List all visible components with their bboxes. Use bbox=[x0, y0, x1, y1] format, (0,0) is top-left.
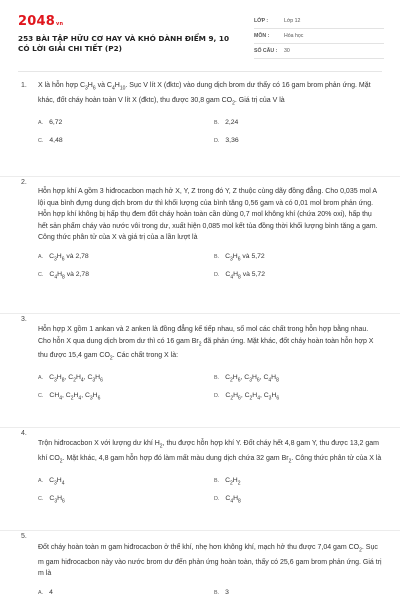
question-block bbox=[0, 314, 400, 428]
option-text: $C_3H_6$ bbox=[49, 494, 65, 505]
option-letter: C. bbox=[38, 495, 44, 502]
answer-options bbox=[38, 475, 382, 511]
meta-class-label: LỚP : bbox=[254, 18, 269, 24]
option-text: $C_2H_6$, $C_3H_6$, $C_4H_8$ bbox=[225, 374, 279, 384]
answer-option[interactable] bbox=[214, 251, 364, 269]
option-text: 6,72 bbox=[49, 118, 63, 126]
option-letter: B. bbox=[214, 589, 220, 596]
question-list bbox=[0, 80, 400, 600]
option-text: $C_4H_8$ bbox=[225, 494, 241, 505]
page-title: 253 BÀI TẬP HỮU CƠ HAY VÀ KHÓ DÀNH ĐIỂM 9, 10 CÓ LỜI GIẢI CHI TIẾT (P2) bbox=[18, 34, 230, 53]
question-number: 3. bbox=[21, 316, 27, 323]
question-text: Đốt cháy hoàn toàn m gam hiđrocacbon ở thể khí, nhẹ hơn không khí, mạch hở thu được 7,04 gam $CO_2$. Sục m gam hiđrocacbon này vào nước brom dư đến phản ứng hoàn toàn, thấy có 25,6 gam brom phản ứng. Giá trị m là bbox=[38, 544, 382, 578]
option-text: $C_2H_6$, $C_2H_4$, $C_3H_6$ bbox=[225, 392, 280, 402]
option-letter: C. bbox=[38, 271, 44, 278]
question-block bbox=[0, 80, 400, 177]
option-letter: B. bbox=[214, 477, 220, 484]
answer-options bbox=[38, 587, 382, 600]
option-text: 3,36 bbox=[225, 136, 239, 144]
answer-option[interactable] bbox=[214, 117, 364, 135]
site-logo[interactable]: 2048vn bbox=[18, 14, 64, 29]
meta-class-value: Lớp 12 bbox=[284, 18, 301, 24]
header-divider bbox=[18, 71, 382, 72]
meta-subject-label: MÔN : bbox=[254, 33, 270, 39]
question-number: 4. bbox=[21, 430, 27, 437]
meta-subject-value: Hóa học bbox=[284, 33, 304, 39]
option-text: $C_4H_8$ và 5,72 bbox=[225, 270, 265, 280]
meta-subject-row bbox=[254, 29, 384, 44]
answer-option[interactable] bbox=[38, 135, 214, 153]
question-number: 2. bbox=[21, 179, 27, 186]
question-text: X là hỗn hợp $C_3H_6$ và $C_4H_{10}$. Sục V lít X (đktc) vào dung dịch brom dư thấy có 16 gam brom phản ứng. Mặt khác, đốt cháy hoàn toàn V lít X (đktc), thu được 30,8 gam $CO_2$. Giá trị của V là bbox=[38, 82, 371, 107]
option-letter: D. bbox=[214, 271, 220, 278]
answer-option[interactable] bbox=[214, 269, 364, 287]
question-block bbox=[0, 428, 400, 531]
answer-options bbox=[38, 251, 382, 287]
answer-option[interactable] bbox=[214, 390, 364, 408]
answer-option[interactable] bbox=[38, 117, 214, 135]
answer-option[interactable] bbox=[214, 493, 364, 511]
answer-option[interactable] bbox=[214, 475, 364, 493]
answer-option[interactable] bbox=[38, 372, 214, 390]
option-letter: A. bbox=[38, 375, 44, 382]
answer-options bbox=[38, 372, 382, 408]
option-letter: C. bbox=[38, 137, 44, 144]
option-text: $C_3H_4$ bbox=[49, 476, 65, 487]
answer-option[interactable] bbox=[38, 587, 214, 600]
option-letter: C. bbox=[38, 393, 44, 400]
header bbox=[0, 0, 400, 66]
option-letter: A. bbox=[38, 589, 44, 596]
question-text: Trộn hiđrocacbon X với lượng dư khí $H_2$, thu được hỗn hợp khí Y. Đốt cháy hết 4,8 gam Y, thu được 13,2 gam khí $CO_2$. Mặt khác, 4,8 gam hỗn hợp đó làm mất màu dung dịch chứa 32 gam $Br_2$. Công thức phân tử của X là bbox=[38, 440, 382, 465]
question-text: Hỗn hợp khí A gồm 3 hiđrocacbon mạch hở X, Y, Z trong đó Y, Z thuộc cùng dãy đồng đẳng. Cho 0,035 mol A lội qua bình đựng dung dịch brom dư thì khối lượng của bình tăng 0,56 gam và có 0,01 mol brom phản ứng. Hỗn hợp khí không bị hấp thụ đem đốt cháy hoàn toàn cần dùng 0,7 mol không khí (chứa 20% oxi), hấp thụ hết sản phẩm cháy vào nước vôi trong dư, xuất hiện 0,085 mol kết tủa đồng thời khối lượng bình tăng a gam. Công thức phân tử của X và giá trị của a lần lượt là bbox=[38, 188, 378, 241]
answer-option[interactable] bbox=[38, 493, 214, 511]
option-text: $CH_4$, $C_2H_4$, $C_3H_6$ bbox=[49, 392, 101, 402]
question-block bbox=[0, 177, 400, 314]
option-text: $C_3H_6$ và 5,72 bbox=[225, 252, 265, 262]
option-text: 4 bbox=[49, 588, 53, 596]
answer-option[interactable] bbox=[214, 135, 364, 153]
question-text: Hỗn hợp X gồm 1 ankan và 2 anken là đồng đẳng kế tiếp nhau, số mol các chất trong hỗn hợp bằng nhau. Cho hỗn X qua dung dịch brom dư thì có 16 gam $Br_2$ đã phản ứng. Mặt khác, đốt cháy hoàn toàn hỗn hợp X thu được 15,4 gam $CO_2$. Các chất trong X là: bbox=[38, 326, 374, 362]
meta-class-row bbox=[254, 14, 384, 29]
answer-option[interactable] bbox=[38, 251, 214, 269]
answer-option[interactable] bbox=[38, 475, 214, 493]
meta-count-row bbox=[254, 44, 384, 59]
answer-option[interactable] bbox=[38, 269, 214, 287]
option-letter: B. bbox=[214, 375, 220, 382]
meta-count-value: 30 bbox=[284, 48, 290, 54]
question-number: 5. bbox=[21, 533, 27, 540]
answer-option[interactable] bbox=[214, 587, 364, 600]
option-letter: D. bbox=[214, 137, 220, 144]
question-block bbox=[0, 531, 400, 600]
option-text: $C_2H_2$ bbox=[225, 476, 241, 487]
option-letter: A. bbox=[38, 477, 44, 484]
question-number: 1. bbox=[21, 82, 27, 89]
option-text: 2,24 bbox=[225, 118, 239, 126]
answer-options bbox=[38, 117, 382, 153]
meta-count-label: SỐ CÂU : bbox=[254, 48, 278, 54]
option-letter: A. bbox=[38, 119, 44, 126]
option-text: 4,48 bbox=[49, 136, 63, 144]
answer-option[interactable] bbox=[214, 372, 364, 390]
option-letter: D. bbox=[214, 393, 220, 400]
answer-option[interactable] bbox=[38, 390, 214, 408]
meta-panel bbox=[254, 14, 384, 59]
option-letter: B. bbox=[214, 119, 220, 126]
option-letter: A. bbox=[38, 253, 44, 260]
option-letter: D. bbox=[214, 495, 220, 502]
option-text: $C_3H_6$ và 2,78 bbox=[49, 252, 89, 262]
option-text: 3 bbox=[225, 588, 229, 596]
option-text: $C_4H_8$ và 2,78 bbox=[49, 270, 89, 280]
option-text: $C_3H_8$, $C_2H_4$, $C_3H_6$ bbox=[49, 374, 103, 384]
option-letter: B. bbox=[214, 253, 220, 260]
